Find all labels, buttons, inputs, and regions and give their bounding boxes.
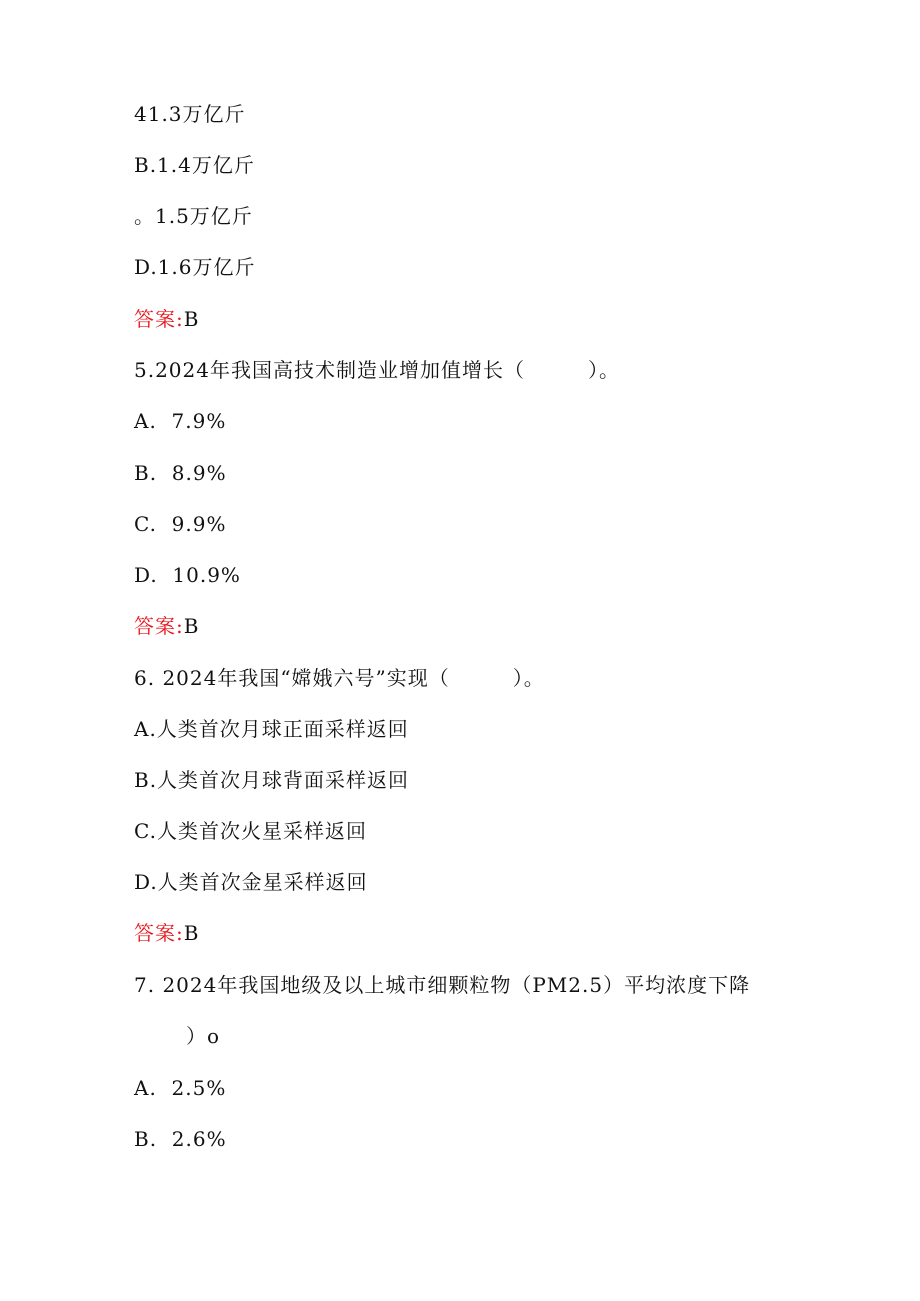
option-line: C. 9.9% <box>134 512 227 536</box>
question-line: 5.2024年我国高技术制造业增加值增长（ ）。 <box>134 358 620 382</box>
option-line: B.1.4万亿斤 <box>134 153 255 177</box>
option-line: A.人类首次月球正面采样返回 <box>134 717 409 741</box>
answer-label: 答案: <box>134 614 184 638</box>
option-line: B.人类首次月球背面采样返回 <box>134 768 410 792</box>
answer-label: 答案: <box>134 921 184 945</box>
answer-line <box>134 613 199 639</box>
question-continuation: ）o <box>186 1024 221 1048</box>
answer-label: 答案: <box>134 307 184 331</box>
answer-value: B <box>183 307 200 331</box>
answer-value: B <box>183 921 200 945</box>
option-line: D. 10.9% <box>134 563 241 587</box>
option-line: D.1.6万亿斤 <box>134 255 256 279</box>
option-line: A. 2.5% <box>134 1076 227 1100</box>
option-line: D.人类首次金星采样返回 <box>134 870 368 894</box>
answer-line <box>134 306 199 332</box>
option-line: C.人类首次火星采样返回 <box>134 819 367 843</box>
question-line: 7. 2024年我国地级及以上城市细颗粒物（PM2.5）平均浓度下降 <box>134 973 751 997</box>
option-line: B. 2.6% <box>134 1127 227 1151</box>
option-line: 41.3万亿斤 <box>134 102 246 126</box>
answer-value: B <box>183 614 200 638</box>
option-line: B. 8.9% <box>134 461 227 485</box>
option-line: A. 7.9% <box>134 409 227 433</box>
question-line: 6. 2024年我国“嫦娥六号”实现（ ）。 <box>134 666 545 690</box>
option-line: 。1.5万亿斤 <box>134 204 253 228</box>
answer-line <box>134 920 199 946</box>
